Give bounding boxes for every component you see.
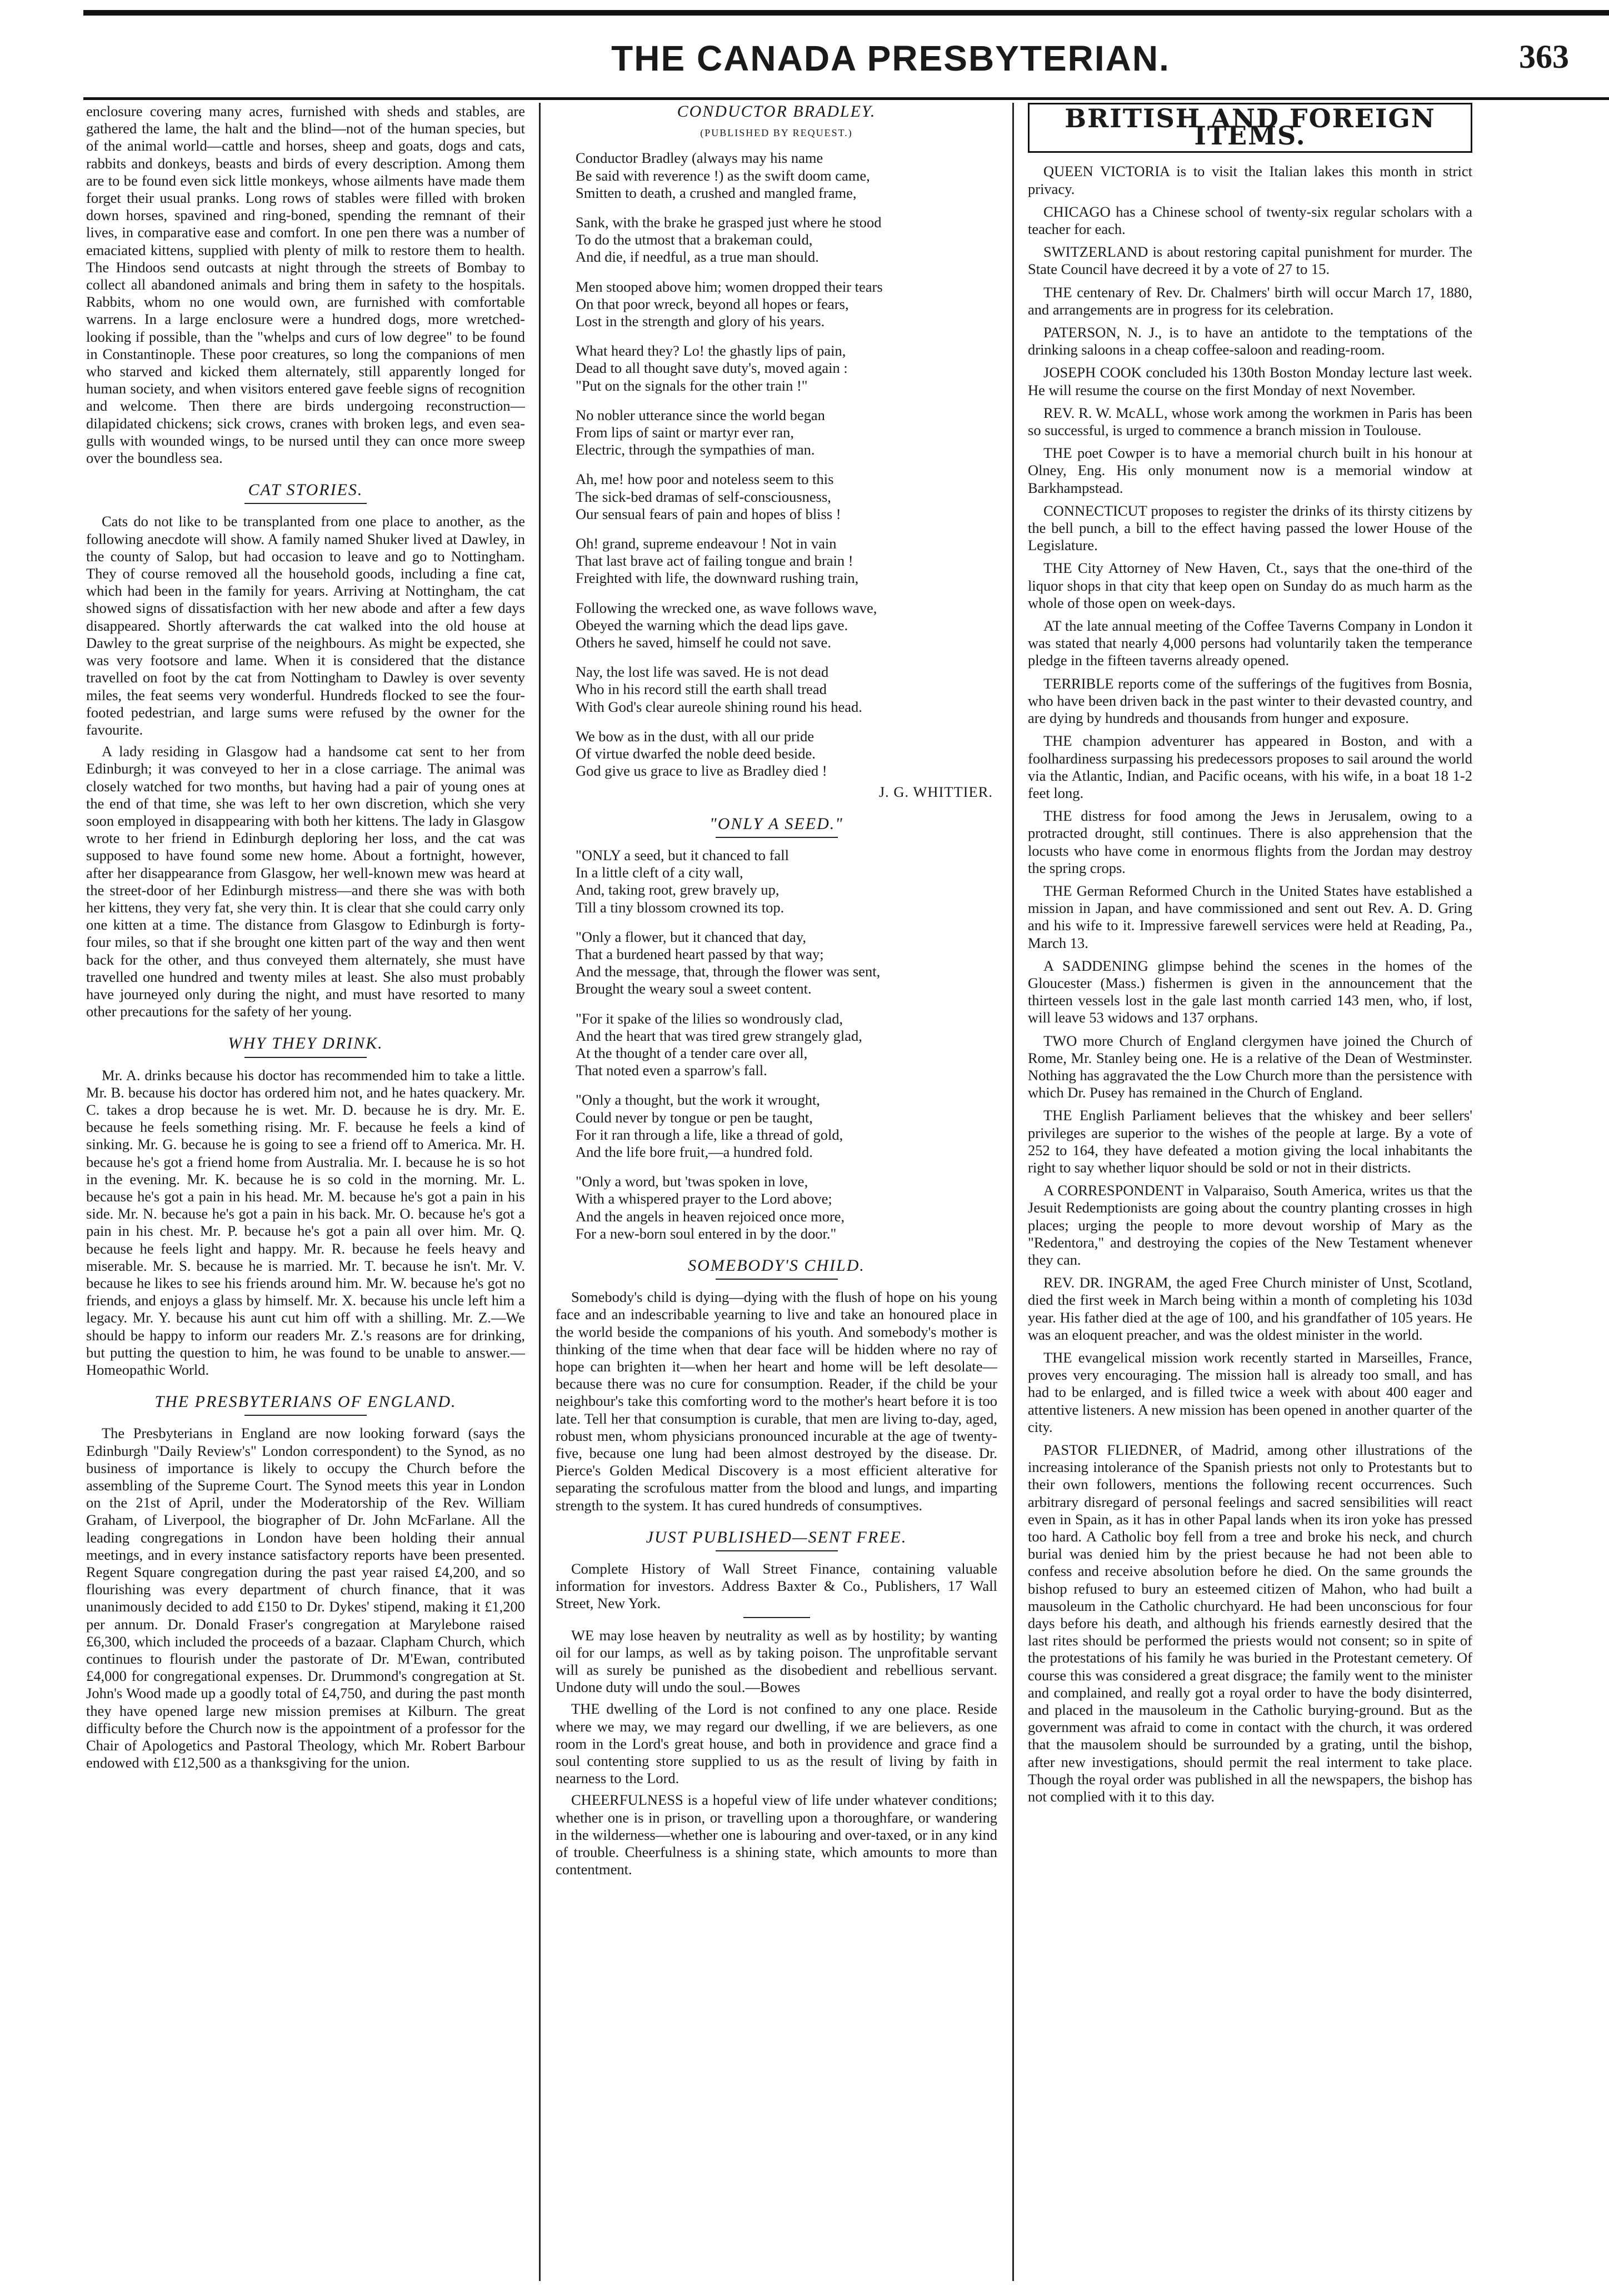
poem-line: Could never by tongue or pen be taught, <box>576 1109 813 1126</box>
poem-stanza <box>576 149 997 202</box>
paragraph: Somebody's child is dying—dying with the flush of hope on his young face and an indescribable yearning to live and take an honoured place in the world beside the companions of his youth. And somebody's mother is thinking of the time when that dear face will be hidden where no ray of hope can brighten it—when her heart and home will be left desolate—because there was no cure for consumption. Reader, if the child be your neighbour's take this comforting word to the mother's heart before it is too late. Tell her that consumption is curable, that men are living to-day, aged, robust men, whom physicians pronounced incurable at the age of twenty-five, because one lung had been almost destroyed by the disease. Dr. Pierce's Golden Medical Discovery is a most efficient alterative for separating the scrofulous matter from the blood and lungs, and imparting strength to the system. It has cured hundreds of consumptives. <box>556 1289 997 1514</box>
paragraph: The Presbyterians in England are now looking forward (says the Edinburgh "Daily Review's" London correspondent) to the Synod, as no business of importance is likely to occupy the Church before the assembling of the Supreme Court. The Synod meets this year in London on the 21st of April, under the Moderatorship of the Rev. William Graham, of Liverpool, the biographer of Dr. John McFarlane. All the leading congregations in London have been holding their annual meetings, and in every instance satisfactory reports have been presented. Regent Square congregation during the past year raised £4,200, and so flourishing was every department of church finance, that it was unanimously decided to add £150 to Dr. Dykes' stipend, making it £1,200 per annum. Dr. Donald Fraser's congregation at Marylebone raised £6,300, which included the proceeds of a bazaar. Clapham Church, which continues to flourish under the pastorate of Dr. M'Ewan, contributed £4,000 for congregational expenses. Dr. Drummond's congregation at St. John's Wood made up a goodly total of £4,750, and during the past month they have opened large new mission premises at Kilburn. The great difficulty before the Church now is the appointment of a professor for the Chair of Apologetics and Pastoral Theology, which Mr. Robert Barbour endowed with £12,500 as a thanksgiving for the union. <box>86 1425 525 1771</box>
poem-title-only-a-seed: "ONLY A SEED." <box>709 814 843 833</box>
poem-stanza <box>576 535 997 587</box>
poem-line: Be said with reverence !) as the swift doom came, <box>576 167 870 184</box>
poem-stanza <box>576 1010 997 1080</box>
poem-line: Nay, the lost life was saved. He is not dead <box>576 663 829 681</box>
section-rule <box>244 503 367 504</box>
poem-line: What heard they? Lo! the ghastly lips of pain, <box>576 342 846 360</box>
poem-line: "For it spake of the lilies so wondrously clad, <box>576 1010 843 1027</box>
section-title-british-foreign-items: BRITISH AND FOREIGN ITEMS. <box>1028 103 1472 153</box>
poem-line: To do the utmost that a brakeman could, <box>576 231 813 248</box>
paragraph: WE may lose heaven by neutrality as well as by hostility; by wanting oil for our lamps, as well as by taking poison. The unprofitable servant will as surely be punished as the disobedient and rebellious servant. Undone duty will undo the soul.—Bowes <box>556 1626 997 1696</box>
poem-line: Following the wrecked one, as wave follows wave, <box>576 599 877 616</box>
poem-line: Till a tiny blossom crowned its top. <box>576 899 784 916</box>
top-rule <box>83 10 1609 16</box>
news-item: THE German Reformed Church in the United States have established a mission in Japan, and have commissioned and sent out Rev. A. D. Gring and his wife to it. Impressive farewell services were held at Reading, Pa., March 13. <box>1028 882 1472 951</box>
section-rule <box>743 1617 810 1618</box>
poem-line: With God's clear aureole shining round his head. <box>576 698 862 715</box>
newspaper-title: THE CANADA PRESBYTERIAN. <box>611 38 1170 78</box>
poem-line: Ah, me! how poor and noteless seem to this <box>576 471 834 488</box>
poem-line: And the message, that, through the flower was sent, <box>576 963 881 980</box>
poem-line: And the heart that was tired grew strangely glad, <box>576 1027 862 1044</box>
column-divider <box>1012 103 1014 2281</box>
poem-line: Our sensual fears of pain and hopes of bliss ! <box>576 505 841 522</box>
column-divider <box>539 103 541 2281</box>
news-item: TWO more Church of England clergymen have joined the Church of Rome, Mr. Stanley being one. He is a relative of the Dean of Westminster. Nothing has aggravated the the Low Church more than the persistence with which Dr. Pusey has remained in the Church of England. <box>1028 1032 1472 1101</box>
poem-stanza <box>576 278 997 331</box>
poem-line: Smitten to death, a crushed and mangled frame, <box>576 184 857 201</box>
section-title-presbyterians: THE PRESBYTERIANS OF ENGLAND. <box>154 1392 457 1411</box>
poem-line: That last brave act of failing tongue and brain ! <box>576 552 853 570</box>
news-item: THE champion adventurer has appeared in Boston, and with a foolhardiness surpassing his predecessors proposes to sail around the world via the Atlantic, Indian, and Pacific oceans, with his wife, in a boat 18 1-2 feet long. <box>1028 732 1472 801</box>
poem-stanza <box>576 407 997 459</box>
news-item: QUEEN VICTORIA is to visit the Italian lakes this month in strict privacy. <box>1028 163 1472 197</box>
poem-title-conductor-bradley: CONDUCTOR BRADLEY. <box>677 103 876 121</box>
poem-line: Of virtue dwarfed the noble deed beside. <box>576 745 816 762</box>
paragraph: Cats do not like to be transplanted from one place to another, as the following anecdote will show. A family named Shuker lived at Dawley, in the county of Salop, but had occasion to leave and go to Nottingham. They of course removed all the household goods, including a fine cat, which had been in the family for years. Arriving at Nottingham, the cat showed signs of dissatisfaction with her new abode and after a few days disappeared. Shortly afterwards the cat walked into the old house at Dawley to the great surprise of the neighbours. As might be expected, she was very footsore and lame. When it is considered that the distance travelled on foot by the cat from Nottingham to Dawley is over seventy miles, the feat seems very wonderful. Hundreds flocked to see the four-footed pedestrian, and large sums were refused by the owner for the favourite. <box>86 513 525 738</box>
poem-line: Oh! grand, supreme endeavour ! Not in vain <box>576 535 837 552</box>
news-item: PASTOR FLIEDNER, of Madrid, among other illustrations of the increasing intolerance of the Spanish priests not only to Protestants but to their own followers, mentions the following recent occurrences. Such arbitrary disregard of personal feelings and sacred sensibilities will react even in Spain, as it has in other Papal lands when its iron yoke has pressed too hard. A Catholic boy fell from a tree and broke his neck, and church burial was denied him by the priest because he had not been able to confess and receive absolution before he died. On the same grounds the bishop refused to bury an esteemed citizen of Mahon, who had built a mausoleum in the Catholic churchyard. He had been unconscious for four days before his death, and although his friends earnestly desired that the last rites should be performed the priests would not consent; so in spite of the protestations of his family he was buried in the Protestant cemetery. Of course this was considered a great disgrace; the family went to the minister and complained, and really got a royal order to have the body disinterred, and placed in the mausoleum in the Catholic burying-ground. But as the government was afraid to come in contact with the church, it was ordered that the mausolem should be surrounded by a grating, until the bishop, after new investigations, should permit the real interment to take place. Though the royal order was published in all the newspapers, the bishop has not complied with it to this day. <box>1028 1441 1472 1805</box>
news-item: THE evangelical mission work recently started in Marseilles, France, proves very encouraging. The mission hall is already too small, and has had to be enlarged, and is filled twice a week with about 400 eager and attentive listeners. A new mission has been opened in another quarter of the city. <box>1028 1349 1472 1435</box>
paragraph: A lady residing in Glasgow had a handsome cat sent to her from Edinburgh; it was conveyed to her in a close carriage. The animal was closely watched for two months, but having had a pair of young ones at the end of that time, she was left to her own discretion, which she very soon employed in disappearing with both her kittens. The lady in Glasgow wrote to her friend in Edinburgh deploring her loss, and the cat was supposed to have found some new home. About a fortnight, however, after her disappearance from Glasgow, her well-known mew was heard at the street-door of her Edinburgh mistress—and there she was with both her kittens, they very fat, she very thin. It is clear that she could carry only one kitten at a time. The distance from Glasgow to Edinburgh is forty-four miles, so that if she brought one kitten part of the way and then went back for the other, and thus conveyed them alternately, she must have travelled one hundred and twenty miles at least. She also must probably have journeyed only during the night, and must have resorted to many other precautions for the safety of her young. <box>86 743 525 1020</box>
poem-line: From lips of saint or martyr ever ran, <box>576 424 794 441</box>
poem-line: And the life bore fruit,—a hundred fold. <box>576 1143 813 1160</box>
column-right <box>1028 103 1472 2281</box>
poem-stanza <box>576 929 997 998</box>
section-rule <box>244 1415 367 1416</box>
poem-author: J. G. WHITTIER. <box>878 783 993 800</box>
header-rule <box>83 97 1609 100</box>
poem-line: "Put on the signals for the other train !" <box>576 377 808 394</box>
poem-line: For it ran through a life, like a thread of gold, <box>576 1126 843 1143</box>
poem-line: Obeyed the warning which the dead lips gave. <box>576 616 848 633</box>
poem-stanza <box>576 1173 997 1242</box>
poem-line: Brought the weary soul a sweet content. <box>576 980 812 997</box>
section-rule <box>716 837 838 838</box>
poem-line: Freighted with life, the downward rushing train, <box>576 570 859 587</box>
poem-stanza <box>576 847 997 916</box>
poem-line: In a little cleft of a city wall, <box>576 864 743 881</box>
section-title-why-they-drink: WHY THEY DRINK. <box>228 1034 383 1053</box>
poem-subtitle: (PUBLISHED BY REQUEST.) <box>700 127 853 139</box>
poem-line: On that poor wreck, beyond all hopes or fears, <box>576 295 849 312</box>
news-item: A CORRESPONDENT in Valparaiso, South America, writes us that the Jesuit Redemptionists are going about the country planting crosses in high places; urging the people to more devout worship of Mary as the "Redentora," and destroying the copies of the New Testament whenever they can. <box>1028 1182 1472 1268</box>
poem-line: For a new-born soul entered in by the door." <box>576 1225 837 1242</box>
poem-line: "Only a thought, but the work it wrought, <box>576 1091 820 1109</box>
news-item: THE distress for food among the Jews in Jerusalem, owing to a protracted drought, still continues. There is also apprehension that the locusts who have come in enormous flights from the Jordan may destroy the spring crops. <box>1028 807 1472 876</box>
paragraph: THE dwelling of the Lord is not confined to any one place. Reside where we may, we may regard our dwelling, if we are believers, as one room in the Lord's great house, and both in providence and grace find a soul contenting store supplied to us as the result of living by faith in nearness to the Lord. <box>556 1700 997 1787</box>
poem-stanza <box>576 600 997 652</box>
poem-stanza <box>576 663 997 716</box>
news-item: THE English Parliament believes that the whiskey and beer sellers' privileges are superior to the wishes of the people at large. By a vote of 252 to 164, they have defeated a motion giving the local inhabitants the right to say whether liquor should be sold or not in their districts. <box>1028 1107 1472 1176</box>
poem-line: Dead to all thought save duty's, moved again : <box>576 360 848 377</box>
section-rule <box>716 1279 838 1280</box>
poem-line: And, taking root, grew bravely up, <box>576 881 779 899</box>
poem-line: God give us grace to live as Bradley died ! <box>576 762 827 780</box>
poem-line: "ONLY a seed, but it chanced to fall <box>576 846 789 864</box>
poem-line: With a whispered prayer to the Lord above; <box>576 1190 832 1207</box>
poem-line: Sank, with the brake he grasped just where he stood <box>576 214 882 231</box>
poem-line: Who in his record still the earth shall tread <box>576 681 827 698</box>
section-title-cat-stories: CAT STORIES. <box>248 481 363 500</box>
section-rule <box>244 1057 367 1058</box>
poem-line: The sick-bed dramas of self-consciousness, <box>576 488 831 505</box>
paragraph: Complete History of Wall Street Finance, containing valuable information for investors. Address Baxter & Co., Publishers, 17 Wall Street, New York. <box>556 1560 997 1612</box>
paragraph: CHEERFULNESS is a hopeful view of life under whatever conditions; whether one is in prison, or travelling upon a thoroughfare, or wandering in the wilderness—whether one is labouring and over-taxed, or in any kind of trouble. Cheerfulness is a shining state, which amounts to more than contentment. <box>556 1791 997 1878</box>
poem-stanza <box>576 471 997 523</box>
news-item: REV. R. W. McALL, whose work among the workmen in Paris has been so successful, is urged to commence a branch mission in Toulouse. <box>1028 404 1472 439</box>
poem-stanza <box>576 1091 997 1161</box>
paragraph: Mr. A. drinks because his doctor has recommended him to take a little. Mr. B. because his doctor has ordered him not, and he hates quackery. Mr. C. takes a drop because he is wet. Mr. D. because he is dry. Mr. E. because he feels something rising. Mr. F. because he feels a kind of sinking. Mr. G. because he is going to see a friend off to America. Mr. H. because he's got a friend home from Australia. Mr. I. because he is so hot in the evening. Mr. K. because he is so cold in the morning. Mr. L. because he's got a pain in his head. Mr. M. because he's got a pain in his side. Mr. N. because he's got a pain in his back. Mr. O. because he's got a pain in his chest. Mr. P. because he's got a pain all over him. Mr. Q. because he feels light and happy. Mr. R. because he feels heavy and miserable. Mr. S. because he is married. Mr. T. because he isn't. Mr. V. because he likes to see his friends around him. Mr. W. because he's got no friends, and enjoys a glass by himself. Mr. X. because his uncle left him a legacy. Mr. Y. because his aunt cut him off with a shilling. Mr. Z.—We should be happy to inform our readers Mr. Z.'s reasons are for drinking, but putting the question to him, he was found to be unable to answer.—Homeopathic World. <box>86 1066 525 1379</box>
column-middle <box>556 103 997 2281</box>
poem-line: Others he saved, himself he could not save. <box>576 634 831 651</box>
section-title-just-published: JUST PUBLISHED—SENT FREE. <box>646 1528 907 1546</box>
poem-line: And the angels in heaven rejoiced once more, <box>576 1207 845 1225</box>
poem-line: Conductor Bradley (always may his name <box>576 149 823 167</box>
section-title-somebodys-child: SOMEBODY'S CHILD. <box>688 1256 865 1275</box>
section-rule <box>716 1550 838 1551</box>
news-item: THE centenary of Rev. Dr. Chalmers' birth will occur March 17, 1880, and arrangements are in progress for its celebration. <box>1028 283 1472 318</box>
news-item: CONNECTICUT proposes to register the drinks of its thirsty citizens by the bell punch, a bill to the effect having passed the lower House of the Legislature. <box>1028 502 1472 554</box>
news-item: THE City Attorney of New Haven, Ct., says that the one-third of the liquor shops in that city that keep open on Sunday do as much harm as the whole of those open on week-days. <box>1028 560 1472 611</box>
poem-line: Electric, through the sympathies of man. <box>576 441 815 458</box>
column-left <box>86 103 525 2281</box>
poem-line: And die, if needful, as a true man should. <box>576 248 819 266</box>
news-item: JOSEPH COOK concluded his 130th Boston Monday lecture last week. He will resume the course on the first Monday of next November. <box>1028 364 1472 398</box>
poem-line: We bow as in the dust, with all our pride <box>576 727 815 745</box>
poem-line: "Only a word, but 'twas spoken in love, <box>576 1173 808 1190</box>
news-item: TERRIBLE reports come of the sufferings of the fugitives from Bosnia, who have been driven back in the past winter to their devasted country, and are dying by hundreds and thousands from hunger and exposure. <box>1028 675 1472 727</box>
poem-line: No nobler utterance since the world began <box>576 406 825 423</box>
poem-stanza <box>576 342 997 395</box>
news-item: SWITZERLAND is about restoring capital punishment for murder. The State Council have decreed it by a vote of 27 to 15. <box>1028 243 1472 278</box>
news-item: REV. DR. INGRAM, the aged Free Church minister of Unst, Scotland, died the first week in March being within a month of completing his 103d year. His father died at the age of 100, and his grandfather of 105 years. He was an eloquent preacher, and was the oldest minister in the world. <box>1028 1274 1472 1343</box>
poem-stanza <box>576 728 997 780</box>
poem-line: That noted even a sparrow's fall. <box>576 1062 767 1079</box>
poem-line: "Only a flower, but it chanced that day, <box>576 928 806 945</box>
news-item: PATERSON, N. J., is to have an antidote to the temptations of the drinking saloons in a cheap coffee-saloon and reading-room. <box>1028 324 1472 358</box>
news-item: AT the late annual meeting of the Coffee Taverns Company in London it was stated that nearly 4,000 persons had voluntarily taken the temperance pledge in the fifteen taverns already opened. <box>1028 617 1472 669</box>
poem-stanza <box>576 214 997 266</box>
poem-line: Lost in the strength and glory of his years. <box>576 313 825 330</box>
article-continuation: enclosure covering many acres, furnished with sheds and stables, are gathered the lame, the halt and the blind—not of the human species, but of the animal world—cattle and horses, sheep and goats, dogs and cats, rabbits and donkeys, beasts and birds of every description. Among them are to be found even sick little monkeys, whose ailments have made them forget their usual pranks. Long rows of stables were filled with broken down horses, spavined and ring-boned, spending the remnant of their lives, in comparative ease and comfort. In one pen there was a number of emaciated kittens, supplied with plenty of milk to restore them to health. The Hindoos send outcasts at night through the streets of Bombay to collect all abandoned animals and bring them in safety to the hospitals. Rabbits, whom no one would own, are furnished with comfortable warrens. In a large enclosure were a hundred dogs, more wretched-looking if possible, than the "whelps and curs of low degree" to be found in Constantinople. These poor creatures, so long the companions of men who starved and kicked them alternately, still apparently longed for human society, and when visitors entered gave feeble signs of recognition and welcome. Then there are birds undergoing reconstruction—dilapidated chickens; sick crows, cranes with broken legs, and even sea-gulls with wounded wings, to be nursed until they can once more sweep over the boundless sea. <box>86 103 525 467</box>
news-item: A SADDENING glimpse behind the scenes in the homes of the Gloucester (Mass.) fishermen is given in the announcement that the thirteen vessels lost in the gale last month carried 143 men, who, if lost, will leave 53 widows and 137 orphans. <box>1028 957 1472 1026</box>
news-item: THE poet Cowper is to have a memorial church built in his honour at Olney, Eng. His only monument now is a memorial window at Barkhampstead. <box>1028 445 1472 496</box>
poem-line: At the thought of a tender care over all, <box>576 1044 808 1061</box>
poem-line: Men stooped above him; women dropped their tears <box>576 278 883 295</box>
page-number: 363 <box>1519 38 1569 75</box>
masthead <box>83 16 1609 99</box>
poem-line: That a burdened heart passed by that way; <box>576 945 824 962</box>
news-item: CHICAGO has a Chinese school of twenty-six regular scholars with a teacher for each. <box>1028 203 1472 238</box>
